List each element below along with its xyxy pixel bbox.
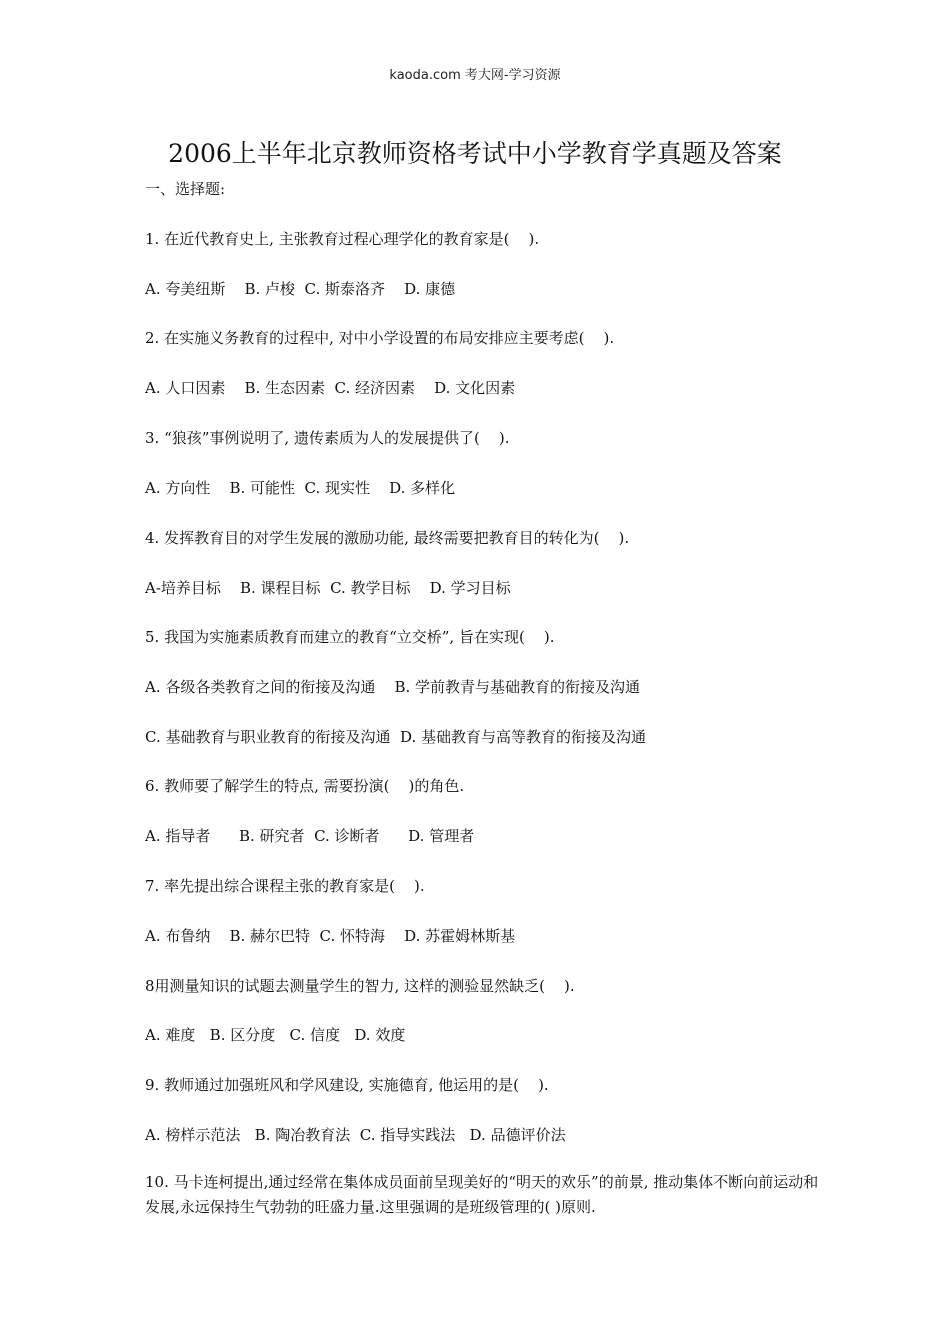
question-6: 6. 教师要了解学生的特点, 需要扮演( )的角色. [145, 777, 465, 795]
question-8-options: A. 难度 B. 区分度 C. 信度 D. 效度 [145, 1026, 406, 1044]
question-9-options: A. 榜样示范法 B. 陶冶教育法 C. 指导实践法 D. 品德评价法 [145, 1126, 566, 1144]
question-8: 8用测量知识的试题去测量学生的智力, 这样的测验显然缺乏( ). [145, 977, 575, 995]
question-4-options: A-培养目标 B. 课程目标 C. 教学目标 D. 学习目标 [145, 579, 511, 597]
question-6-options: A. 指导者 B. 研究者 C. 诊断者 D. 管理者 [145, 827, 475, 845]
question-3: 3. “狼孩”事例说明了, 遗传素质为人的发展提供了( ). [145, 429, 510, 447]
question-5-options-2: C. 基础教育与职业教育的衔接及沟通 D. 基础教育与高等教育的衔接及沟通 [145, 728, 647, 746]
section-heading: 一、选择题: [145, 180, 226, 198]
document-title: 2006上半年北京教师资格考试中小学教育学真题及答案 [168, 139, 782, 168]
question-1: 1. 在近代教育史上, 主张教育过程心理学化的教育家是( ). [145, 230, 540, 248]
question-2-options: A. 人口因素 B. 生态因素 C. 经济因素 D. 文化因素 [145, 379, 516, 397]
question-2: 2. 在实施义务教育的过程中, 对中小学设置的布局安排应主要考虑( ). [145, 329, 615, 347]
question-1-options: A. 夸美纽斯 B. 卢梭 C. 斯泰洛齐 D. 康德 [145, 280, 456, 298]
question-7: 7. 率先提出综合课程主张的教育家是( ). [145, 877, 425, 895]
question-5: 5. 我国为实施素质教育而建立的教育“立交桥”, 旨在实现( ). [145, 628, 555, 646]
question-7-options: A. 布鲁纳 B. 赫尔巴特 C. 怀特海 D. 苏霍姆林斯基 [145, 927, 516, 945]
site-header: kaoda.com 考大网-学习资源 [389, 68, 561, 83]
question-9: 9. 教师通过加强班风和学风建设, 实施德育, 他运用的是( ). [145, 1076, 549, 1094]
question-3-options: A. 方向性 B. 可能性 C. 现实性 D. 多样化 [145, 479, 456, 497]
question-4: 4. 发挥教育目的对学生发展的激励功能, 最终需要把教育目的转化为( ). [145, 529, 630, 547]
question-10: 10. 马卡连柯提出,通过经常在集体成员面前呈现美好的“明天的欢乐”的前景, 推动集体不断向前运动和发展,永远保持生气勃勃的旺盛力量.这里强调的是班级管理的( )原则. [145, 1173, 819, 1216]
question-5-options: A. 各级各类教育之间的衔接及沟通 B. 学前教青与基础教育的衔接及沟通 [145, 678, 641, 696]
